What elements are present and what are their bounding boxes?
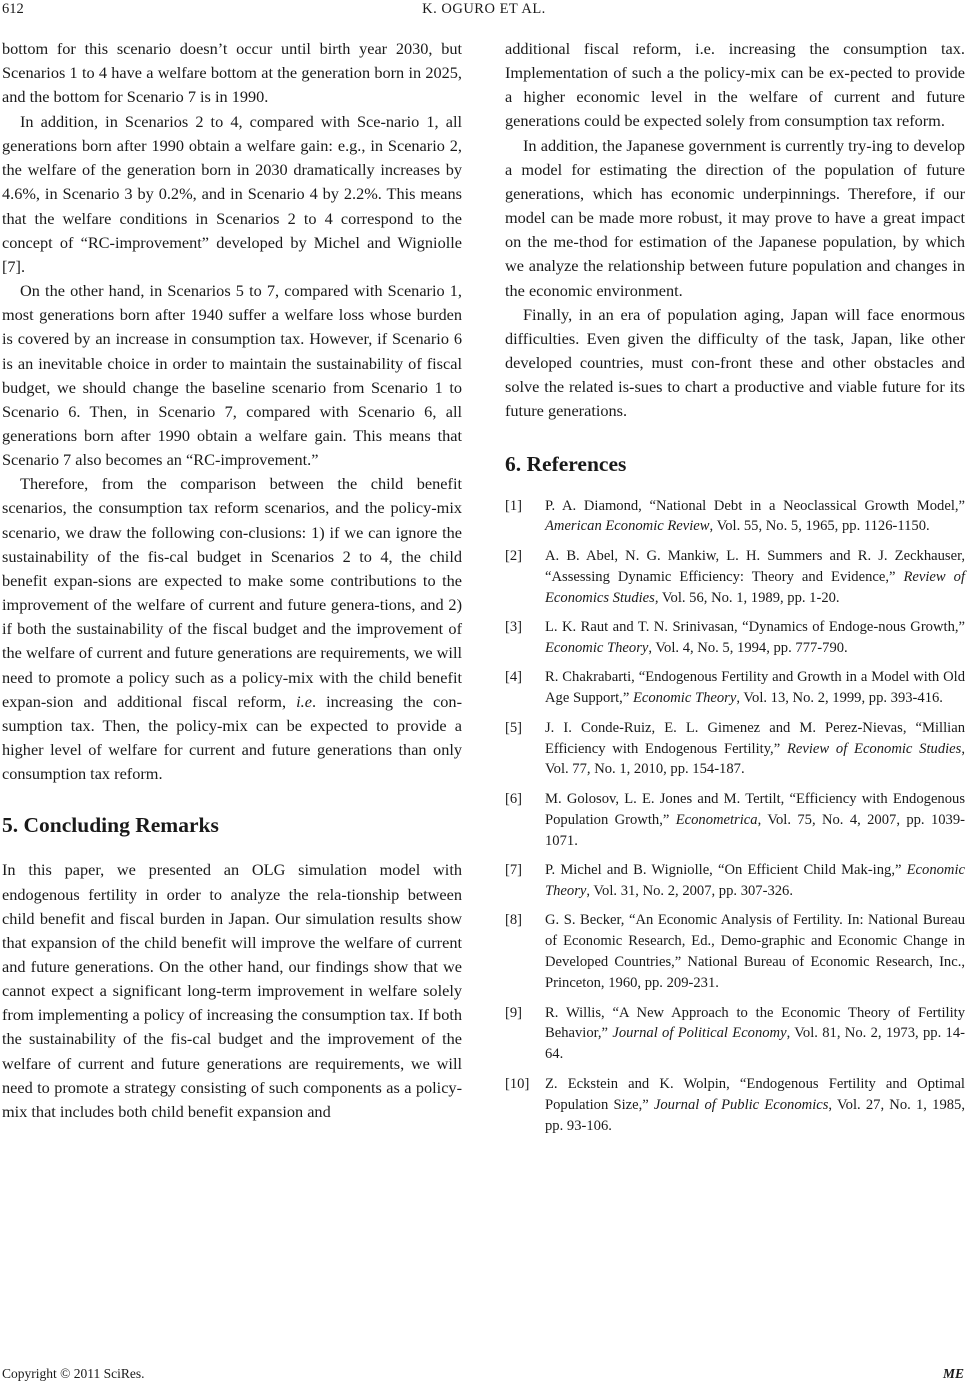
reference-number: [6] <box>505 790 523 807</box>
reference-text <box>545 718 965 781</box>
reference-journal: Economic Theory <box>545 639 649 656</box>
reference-citation: Z. Eckstein and K. Wolpin, “Endogenous Fertility and Optimal Population Size,” <box>545 1075 965 1113</box>
reference-text <box>545 667 965 709</box>
reference-citation: P. Michel and B. Wigniolle, “On Efficient Child Mak-ing,” <box>545 862 907 879</box>
running-head: K. OGURO ET AL. <box>422 1 546 17</box>
page-footer <box>0 1366 968 1384</box>
reference-item <box>505 789 965 852</box>
paragraph: additional fiscal reform, i.e. increasing the consumption tax. Implementation of such a the policy-mix can be ex-pected to provide a higher economic level in the welfare of current and future generations could be expected solely from consumption tax reform. <box>505 39 965 131</box>
reference-journal: Review of Economics Studies <box>545 568 966 606</box>
paragraph: In addition, the Japanese government is currently try-ing to develop a model for estimating the direction of the population of future generations, which has economic underpinnings. Therefore, if our model can be made more robust, it may prove to have a great impact on the me-thod for estimation of the Japanese population, by which we analyze the relationship between future population and changes in the economic environment. <box>505 135 965 300</box>
reference-item <box>505 860 965 902</box>
reference-number: [1] <box>505 497 523 514</box>
reference-citation: A. B. Abel, N. G. Mankiw, L. H. Summers and R. J. Zeckhauser, “Assessing Dynamic Efficiency: Theory and Evidence,” <box>545 547 965 585</box>
reference-details: , Vol. 31, No. 2, 2007, pp. 307-326. <box>586 883 793 899</box>
reference-text <box>545 910 965 994</box>
reference-journal: Journal of Public Economics <box>653 1096 829 1113</box>
reference-journal: Journal of Political Economy <box>612 1025 787 1042</box>
reference-number: [2] <box>505 547 523 564</box>
page-number: 612 <box>2 1 24 17</box>
reference-details: , Vol. 55, No. 5, 1965, pp. 1126-1150. <box>709 518 930 535</box>
reference-citation: R. Willis, “A New Approach to the Economic Theory of Fertility Behavior,” <box>545 1004 965 1042</box>
left-column <box>2 37 462 1124</box>
page-header <box>0 0 968 24</box>
reference-item <box>505 1003 965 1066</box>
reference-number: [10] <box>505 1075 530 1092</box>
reference-text <box>545 496 965 538</box>
reference-item <box>505 1074 965 1137</box>
reference-number: [4] <box>505 669 523 686</box>
text-run-italic: i.e <box>296 691 312 711</box>
reference-journal: Economic Theory <box>545 862 965 899</box>
reference-text <box>545 1074 965 1137</box>
section-heading: 5. Concluding Remarks <box>2 813 219 838</box>
reference-details: , Vol. 13, No. 2, 1999, pp. 393-416. <box>736 690 943 707</box>
reference-item <box>505 617 965 659</box>
reference-number: [9] <box>505 1004 523 1021</box>
reference-item <box>505 718 965 781</box>
reference-number: [7] <box>505 862 523 879</box>
copyright: Copyright © 2011 SciRes. <box>2 1366 145 1381</box>
reference-text <box>545 617 965 659</box>
reference-details: , Vol. 4, No. 5, 1994, pp. 777-790. <box>648 639 848 656</box>
reference-number: [5] <box>505 719 523 736</box>
reference-details: , Vol. 77, No. 1, 2010, pp. 154-187. <box>545 740 965 778</box>
reference-journal: Review of Economic Studies <box>786 740 962 757</box>
reference-details: , Vol. 75, No. 4, 2007, pp. 1039-1071. <box>545 811 965 849</box>
reference-list <box>505 496 965 1137</box>
paragraph <box>2 472 462 786</box>
reference-text <box>545 1003 965 1066</box>
reference-item <box>505 496 965 538</box>
paragraph: In addition, in Scenarios 2 to 4, compared with Sce-nario 1, all generations born after 1990 obtain a welfare gain: e.g., in Scenario 2, the welfare of the generation born in 2030 dramatically increases by 4.6%, in Scenario 3 by 0.2%, and in Scenario 4 by 2.2%. This means that the welfare conditions in Scenarios 2 to 4 correspond to the concept of “RC-improvement” developed by Michel and Wigniolle [7]. <box>2 111 462 276</box>
reference-journal: Econometrica <box>675 811 758 828</box>
paragraph: On the other hand, in Scenarios 5 to 7, compared with Scenario 1, most generations born after 1940 suffer a welfare loss whose burden is covered by an increase in consumption tax. However, if Scenario 6 is an inevitable choice in order to maintain the sustainability of fiscal budget, we should change the baseline scenario from Scenario 1 to Scenario 6. Then, in Scenario 7, compared with Scenario 6, all generations born after 1990 obtain a welfare gain. This means that Scenario 7 also becomes an “RC-improvement.” <box>2 281 462 470</box>
reference-text <box>545 789 965 852</box>
paragraph: In this paper, we presented an OLG simulation model with endogenous fertility in order to analyze the rela-tionship between child benefit and fiscal burden in Japan. Our simulation results show that expansion of the child benefit will improve the welfare of current and future generations. On the other hand, our findings show that we cannot expect a significant long-term improvement in welfare solely from implementing a policy of increasing the consumption tax. If both the sustainability of the fis-cal budget and the improvement of the welfare of current and future generations are requirements, we will need to promote a strategy consisting of such components as a policy-mix that includes both child benefit expansion and <box>2 860 462 1121</box>
reference-citation: P. A. Diamond, “National Debt in a Neoclassical Growth Model,” <box>545 497 965 514</box>
section-heading: 6. References <box>505 451 627 476</box>
text-run: . increasing the con-sumption tax. Then, the policy-mix can be expected to provide a higher level of welfare for current and future generations than only consumption tax reform. <box>2 691 462 784</box>
reference-item <box>505 910 965 994</box>
paragraph: bottom for this scenario doesn’t occur until birth year 2030, but Scenarios 1 to 4 have a welfare bottom at the generation born in 2025, and the bottom for Scenario 7 is in 1990. <box>2 39 462 107</box>
reference-text <box>545 546 965 609</box>
reference-citation: G. S. Becker, “An Economic Analysis of Fertility. In: National Bureau of Economic Research, Ed., Demo-graphic and Economic Change in Developed Countries,” National Bureau of Economic Research, Inc., Princeton, 1960, pp. 209-231. <box>545 912 965 992</box>
reference-citation: J. I. Conde-Ruiz, E. L. Gimenez and M. Perez-Nievas, “Millian Efficiency with Endogenous Fertility,” <box>545 719 965 757</box>
reference-item <box>505 546 965 609</box>
reference-journal: Economic Theory <box>632 690 737 707</box>
reference-text <box>545 860 965 902</box>
text-run: Therefore, from the comparison between the child benefit scenarios, the consumption tax reform scenarios, and the policy-mix scenario, we draw the following con-clusions: 1) if we can ignore the sustainability of the fis-cal budget in Scenarios 2 to 4, the child benefit expan-sions are expected to make some contributions to the improvement of the welfare of current and future genera-tions, and 2) if both the sustainability of the fiscal budget and the improvement of the welfare of current and future generations are requirements, we will need to promote a policy such as a policy-mix with the child benefit expan-sion and additional fiscal reform, <box>2 474 462 711</box>
reference-item <box>505 667 965 709</box>
reference-citation: M. Golosov, L. E. Jones and M. Tertilt, “Efficiency with Endogenous Population Growth,” <box>545 790 965 828</box>
reference-number: [3] <box>505 619 523 636</box>
reference-journal: American Economic Review <box>545 518 710 535</box>
paragraph: Finally, in an era of population aging, Japan will face enormous difficulties. Even given the difficulty of the task, Japan, like other developed countries, must con-front these and other obstacles and solve the related is-sues to chart a productive and viable future for its future generations. <box>505 304 965 421</box>
journal-abbrev: ME <box>942 1366 964 1381</box>
reference-details: , Vol. 27, No. 1, 1985, pp. 93-106. <box>545 1096 965 1134</box>
reference-citation: R. Chakrabarti, “Endogenous Fertility and Growth in a Model with Old Age Support,” <box>545 669 965 707</box>
right-column <box>505 37 965 1145</box>
reference-details: , Vol. 81, No. 2, 1973, pp. 14-64. <box>545 1025 965 1063</box>
reference-number: [8] <box>505 912 523 929</box>
reference-citation: L. K. Raut and T. N. Srinivasan, “Dynamics of Endoge-nous Growth,” <box>545 619 965 636</box>
reference-details: , Vol. 56, No. 1, 1989, pp. 1-20. <box>654 589 840 606</box>
